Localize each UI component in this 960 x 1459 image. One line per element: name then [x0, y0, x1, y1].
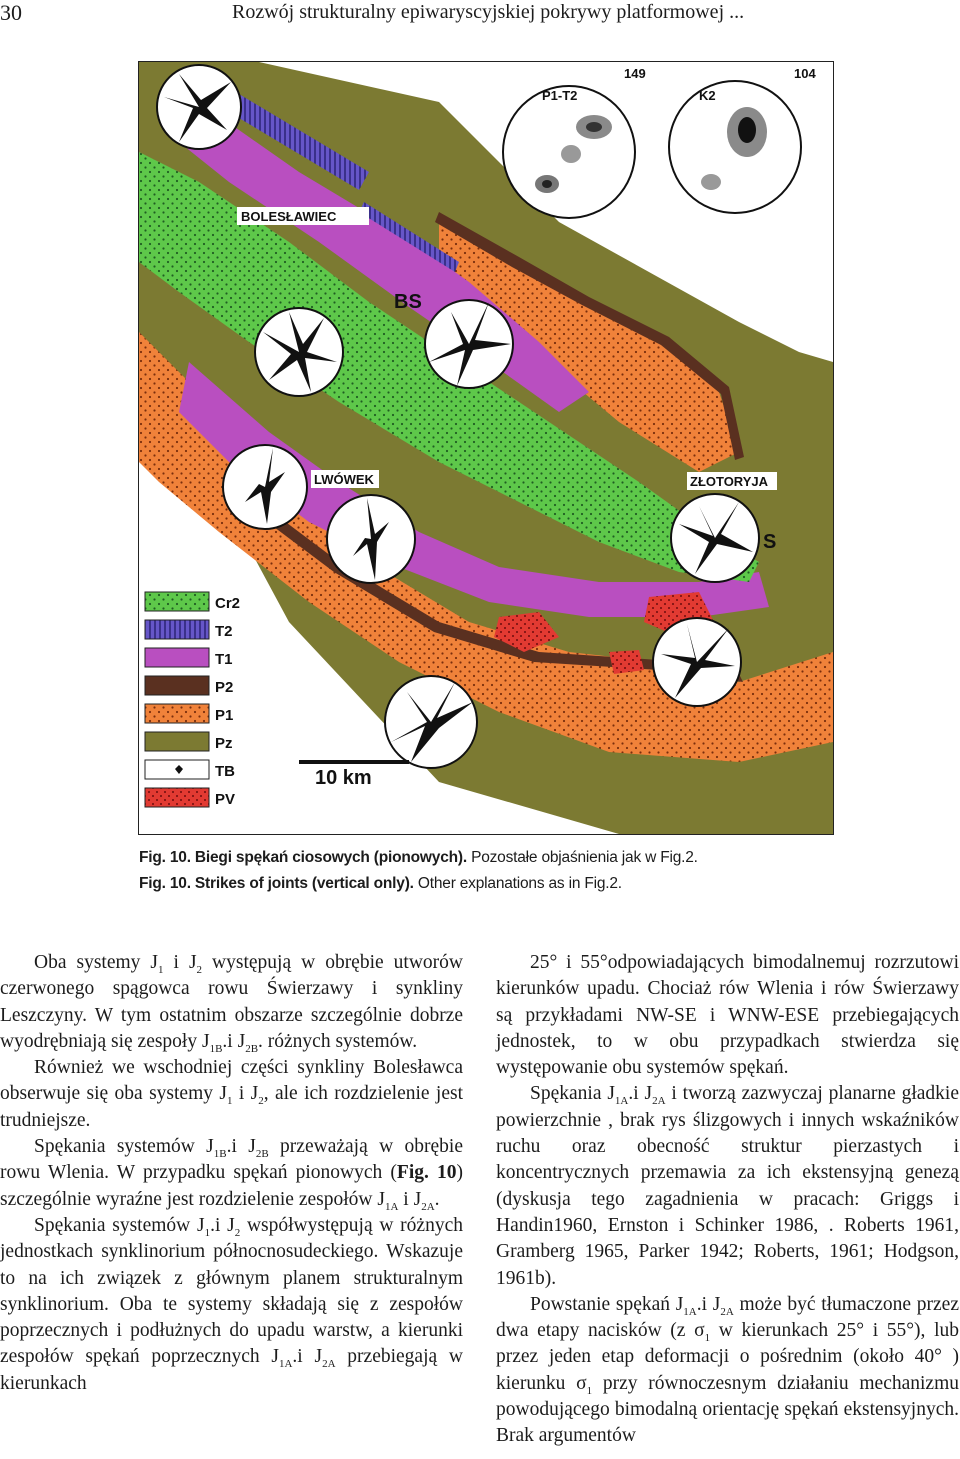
legend-swatch-pv	[145, 788, 209, 807]
paragraph-p7	[496, 1292, 959, 1450]
subscript: 1	[204, 1226, 211, 1239]
place-boleslawiec: BOLESŁAWIEC	[241, 209, 337, 224]
paragraph-p5	[496, 950, 959, 1081]
legend-swatch-cr2	[145, 592, 209, 611]
paragraph-p1	[0, 950, 463, 1055]
place-lwowek: LWÓWEK	[314, 472, 374, 487]
paragraph-p2	[0, 1055, 463, 1134]
subscript: 2	[196, 963, 203, 976]
legend-label-cr2: Cr2	[215, 595, 241, 612]
right-column	[496, 950, 959, 1450]
caption-pl-bold: Fig. 10. Biegi spękań ciosowych (pionowych).	[139, 849, 467, 866]
caption-pl-rest: Pozostałe objaśnienia jak w Fig.2.	[466, 849, 698, 866]
subscript: 1A	[614, 1095, 629, 1108]
subscript: 1B	[213, 1147, 227, 1160]
map-unit-pv-3	[609, 650, 644, 674]
stereonet-p1-t2	[503, 66, 646, 218]
text-run: Spękania systemów J	[34, 1136, 214, 1158]
caption-en-bold: Fig. 10. Strikes of joints (vertical only).	[139, 875, 414, 892]
figure-caption-english	[139, 875, 622, 893]
scale-bar-label: 10 km	[315, 767, 372, 789]
subscript: 1A	[278, 1358, 293, 1371]
text-run: przy równoczesnym działaniu mechanizmu powodującego bimodalną orientację spękań ekstensyjnych. Brak argumentów	[496, 1372, 959, 1447]
legend-swatch-t2	[145, 620, 209, 639]
legend-swatch-p2	[145, 676, 209, 695]
legend-label-tb: TB	[215, 763, 235, 780]
subscript: 1A	[683, 1305, 697, 1318]
rose-diagram-6	[671, 494, 759, 582]
subscript: 2A	[720, 1305, 734, 1318]
left-column	[0, 950, 463, 1397]
text-run: i J	[163, 952, 197, 973]
text-run: ) szczególnie wyraźne jest rozdzielenie zespołów J	[0, 1162, 463, 1210]
stereonet-count-k2: 104	[794, 66, 816, 81]
rose-diagram-5	[327, 495, 415, 583]
text-run: przebiegają w kierunkach	[0, 1346, 464, 1394]
paragraph-p6	[496, 1081, 959, 1291]
stereonet-label-k2: K2	[699, 88, 716, 103]
figure-caption-polish	[139, 849, 698, 867]
legend-label-t2: T2	[215, 623, 233, 640]
text-run: .i J	[226, 1136, 256, 1158]
subscript: 1	[704, 1332, 711, 1345]
legend-swatch-p1	[145, 704, 209, 723]
text-run: i J	[232, 1083, 259, 1105]
rose-diagram-4	[223, 445, 307, 529]
text-run: może być tłumaczone przez dwa etapy nacisków (z σ	[496, 1293, 959, 1342]
place-s: S	[763, 531, 777, 553]
place-bs: BS	[394, 291, 422, 313]
subscript: 2	[258, 1095, 264, 1108]
text-run: 25° i 55°odpowiadających bimodalnemuj rozrzutowi kierunków upadu. Chociaż rów Wlenia i rów Świerzawy są przykładami NW-SE i WNW-ESE przebiegających jednostek, to w obu przypadkach stwierdza się występowanie obu systemów spękań.	[496, 952, 959, 1079]
legend-label-p2: P2	[215, 679, 234, 696]
geologic-map-figure	[138, 61, 834, 835]
text-run: współwystępują w różnych jednostkach synklinorium północnosudeckiego. Wskazuje to na ich związek z głównym planem strukturalnym synklinorium. Oba te systemy składają się z zespołów poprzecznych i podłużnych do upadu warstw, a kierunki zespołów spękań poprzecznych J	[0, 1214, 463, 1368]
page-number: 30	[0, 0, 22, 25]
stereonet-count-p1-t2: 149	[624, 66, 646, 81]
subscript: 2A	[322, 1358, 336, 1371]
rose-diagram-8	[385, 676, 477, 768]
text-run: . różnych systemów.	[258, 1030, 418, 1052]
legend-label-pz: Pz	[215, 735, 233, 752]
subscript: 2B	[245, 1042, 259, 1055]
stereonet-label-p1-t2: P1-T2	[542, 88, 578, 103]
subscript: 1	[586, 1384, 593, 1397]
text-run: i J	[398, 1188, 422, 1210]
legend-label-t1: T1	[215, 651, 233, 668]
running-header: Rozwój strukturalny epiwaryscyjskiej pokrywy platformowej ...	[232, 1, 745, 23]
place-zlotoryja: ZŁOTORYJA	[690, 474, 769, 489]
subscript: 1A	[384, 1200, 399, 1213]
legend-label-pv: PV	[215, 791, 236, 808]
text-run: w kierunkach 25° i 55°), lub przez jeden etap deformacji o pośrednim (około 40° ) kierunku σ	[496, 1320, 959, 1394]
legend-swatch-pz	[145, 732, 209, 751]
rose-diagram-3	[425, 300, 513, 388]
legend	[145, 592, 240, 808]
subscript: 1B	[209, 1042, 223, 1055]
subscript: 1	[226, 1095, 233, 1108]
legend-swatch-t1	[145, 648, 209, 667]
text-run: Spękania systemów J	[34, 1214, 205, 1236]
subscript: 1	[158, 963, 164, 976]
text-run: .i J	[292, 1346, 323, 1368]
legend-label-p1: P1	[215, 707, 234, 724]
text-run: Również we wschodniej części synkliny Bolesławca obserwuje się oba systemy J	[0, 1057, 463, 1105]
rose-diagram-1	[157, 65, 241, 149]
subscript: 2B	[255, 1147, 269, 1160]
paragraph-p4	[0, 1213, 463, 1397]
subscript: 2	[234, 1226, 241, 1239]
text-run: i tworzą zazwyczaj planarne gładkie powierzchnie , brak rys ślizgowych i innych wskaźników ruchu oraz obecność struktur pierzastych i koncentrycznych przemawia za ich ekstensyjną genezą (dyskusja tego zagadnienia w pracach: Griggs i Handin1960, Ernston i Schinker 1986, . Roberts 1961, Gramberg 1965, Parker 1942; Roberts, 1961; Hodgson, 1961b).	[496, 1083, 959, 1289]
rose-diagram-7	[653, 618, 741, 706]
text-run: , ale ich rozdzielenie jest trudniejsze.	[0, 1083, 464, 1131]
text-run: .i J	[210, 1214, 235, 1236]
caption-en-rest: Other explanations as in Fig.2.	[413, 875, 622, 892]
text-run: .i J	[696, 1293, 721, 1315]
text-run: Powstanie spękań J	[530, 1293, 684, 1315]
paragraph-p3	[0, 1134, 463, 1213]
text-run: .	[434, 1188, 440, 1210]
stereonet-k2	[669, 66, 816, 213]
subscript: 2A	[421, 1200, 435, 1213]
text-run: .i J	[222, 1030, 246, 1052]
text-run: .i J	[628, 1083, 653, 1105]
rose-diagram-2	[255, 308, 343, 396]
text-run: Oba systemy J	[34, 952, 159, 973]
subscript: 2A	[652, 1095, 666, 1108]
bold-reference: Fig. 10	[396, 1162, 457, 1184]
text-run: Spękania J	[530, 1083, 615, 1105]
text-run: występują w obrębie utworów czerwonego spągowca rowu Świerzawy i synkliny Leszczyny. W tym ostatnim obszarze szczególnie dobrze wyodrębniają się zespoły J	[0, 952, 463, 1052]
text-run: przeważają w obrębie rowu Wlenia. W przypadku spękań pionowych (	[0, 1136, 463, 1184]
